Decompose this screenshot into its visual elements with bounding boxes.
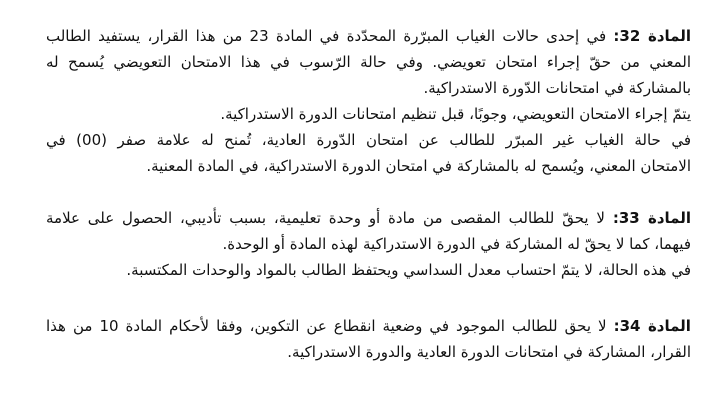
article-32-line-3: بالمشاركة في امتحانات الدّورة الاستدراكية. xyxy=(423,79,691,97)
article-33-line-1 xyxy=(46,205,691,231)
article-34-text-1: لا يحق للطالب الموجود في وضعية انقطاع عن التكوين، وفقا لأحكام المادة 10 من هذا xyxy=(46,317,607,335)
article-32-line-1 xyxy=(46,23,691,49)
article-33-paragraph-2: في هذه الحالة، لا يتمّ احتساب معدل السداسي ويحتفظ الطالب بالمواد والوحدات المكتسبة. xyxy=(126,261,691,279)
article-34-line-2: القرار، المشاركة في امتحانات الدورة العادية والدورة الاستدراكية. xyxy=(287,343,691,361)
article-32-paragraph-3-line-2: الامتحان المعني، ويُسمح له بالمشاركة في امتحان الدورة الاستدراكية، في المادة المعنية. xyxy=(146,157,691,175)
article-33-text-1: لا يحقّ للطالب المقصى من مادة أو وحدة تعليمية، بسبب تأديبي، الحصول على علامة xyxy=(46,209,605,227)
article-33-label: المادة 33: xyxy=(612,209,691,227)
article-32-label: المادة 32: xyxy=(613,27,691,45)
article-32-paragraph-2: يتمّ إجراء الامتحان التعويضي، وجوبًا، قبل تنظيم امتحانات الدورة الاستدراكية. xyxy=(220,105,691,123)
article-34-label: المادة 34: xyxy=(613,317,691,335)
article-32-paragraph-3-line-1: في حالة الغياب غير المبرّر للطالب عن امتحان الدّورة العادية، تُمنح له علامة صفر (00) في xyxy=(46,131,691,149)
article-34-line-1 xyxy=(46,313,691,339)
article-33-line-2: فيهما، كما لا يحقّ له المشاركة في الدورة الاستدراكية لهذه المادة أو الوحدة. xyxy=(222,235,691,253)
article-32-text-1: في إحدى حالات الغياب المبرّرة المحدّدة في المادة 23 من هذا القرار، يستفيد الطالب xyxy=(46,27,607,45)
article-32-line-2: المعني من حقّ إجراء امتحان تعويضي. وفي حالة الرّسوب في هذا الامتحان التعويضي يُسمح له xyxy=(46,53,691,71)
